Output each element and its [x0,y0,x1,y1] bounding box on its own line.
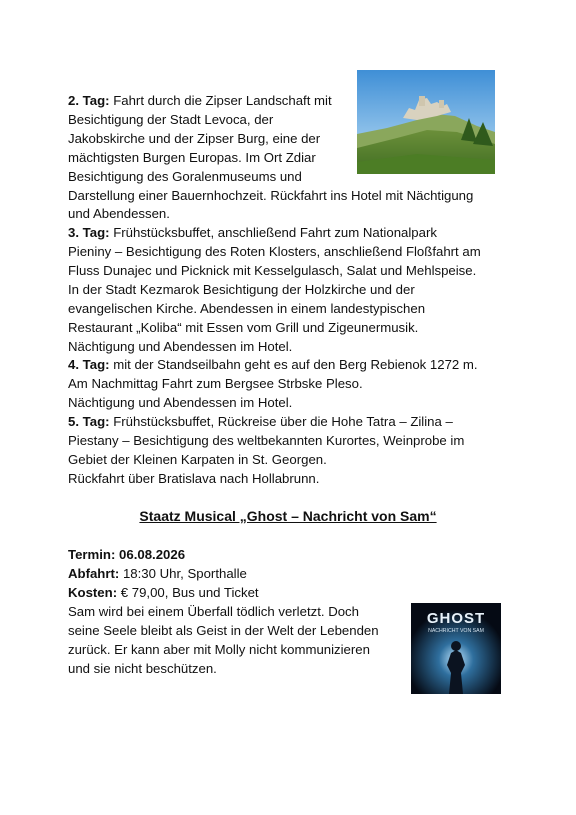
day-4-label: 4. Tag: [68,357,110,372]
description-line-4: und sie nicht beschützen. [68,661,217,676]
kosten-value: € 79,00, Bus und Ticket [120,585,259,600]
day-2-line-5: Besichtigung des Goralenmuseums und [68,169,302,184]
day-3-line-4: In der Stadt Kezmarok Besichtigung der Holzkirche und der [68,282,415,297]
day-4-line-1 [68,356,478,375]
abfahrt-label: Abfahrt: [68,566,120,581]
day-3-text: Frühstücksbuffet, anschließend Fahrt zum Nationalpark [113,225,437,240]
musical-heading: Staatz Musical „Ghost – Nachricht von Sam“ [139,508,437,524]
day-2-line-4: mächtigsten Burgen Europas. Im Ort Zdiar [68,150,316,165]
kosten-label: Kosten: [68,585,118,600]
castle-photo [357,70,495,174]
day-2-line-1 [68,92,332,111]
day-3-line-5: evangelischen Kirche. Abendessen in einem landestypischen [68,301,426,316]
day-2-line-2: Besichtigung der Stadt Levoca, der [68,112,274,127]
abfahrt-value: 18:30 Uhr, Sporthalle [122,566,247,581]
day-2-line-6: Darstellung einer Bauernhochzeit. Rückfahrt ins Hotel mit Nächtigung [68,188,474,203]
day-5-line-4: Rückfahrt über Bratislava nach Hollabrunn. [68,471,320,486]
day-5-label: 5. Tag: [68,414,110,429]
termin-line: Termin: 06.08.2026 [68,547,186,562]
description-line-2: seine Seele bleibt als Geist in der Welt der Lebenden [68,623,379,638]
day-5-line-3: Gebiet der Kleinen Karpaten in St. Georgen. [68,452,327,467]
day-5-text: Frühstücksbuffet, Rückreise über die Hohe Tatra – Zilina – [113,414,453,429]
poster-title: GHOST [426,610,486,627]
day-3-line-2: Pieniny – Besichtigung des Roten Klosters, anschließend Floßfahrt am [68,244,481,259]
kosten-line [68,584,259,603]
day-2-line-7: und Abendessen. [68,206,170,221]
description-line-3: zurück. Er kann aber mit Molly nicht kommunizieren [68,642,370,657]
abfahrt-line [68,565,247,584]
day-3-line-1 [68,224,437,243]
day-4-line-2: Am Nachmittag Fahrt zum Bergsee Strbske Pleso. [68,376,363,391]
day-3-line-3: Fluss Dunajec und Picknick mit Kesselgulasch, Salat und Mehlspeise. [68,263,477,278]
day-3-line-6: Restaurant „Koliba“ mit Essen vom Grill und Zigeunermusik. [68,320,419,335]
day-2-line-3: Jakobskirche und der Zipser Burg, eine der [68,131,321,146]
description-line-1: Sam wird bei einem Überfall tödlich verletzt. Doch [68,604,359,619]
day-4-text: mit der Standseilbahn geht es auf den Berg Rebienok 1272 m. [113,357,478,372]
ghost-poster [411,603,501,694]
day-5-line-1 [68,413,453,432]
day-4-line-3: Nächtigung und Abendessen im Hotel. [68,395,293,410]
day-3-label: 3. Tag: [68,225,110,240]
day-2-text: Fahrt durch die Zipser Landschaft mit [113,93,332,108]
day-2-label: 2. Tag: [68,93,110,108]
poster-subtitle: NACHRICHT VON SAM [428,628,484,634]
day-3-line-7: Nächtigung und Abendessen im Hotel. [68,339,293,354]
day-5-line-2: Piestany – Besichtigung des weltbekannten Kurortes, Weinprobe im [68,433,465,448]
